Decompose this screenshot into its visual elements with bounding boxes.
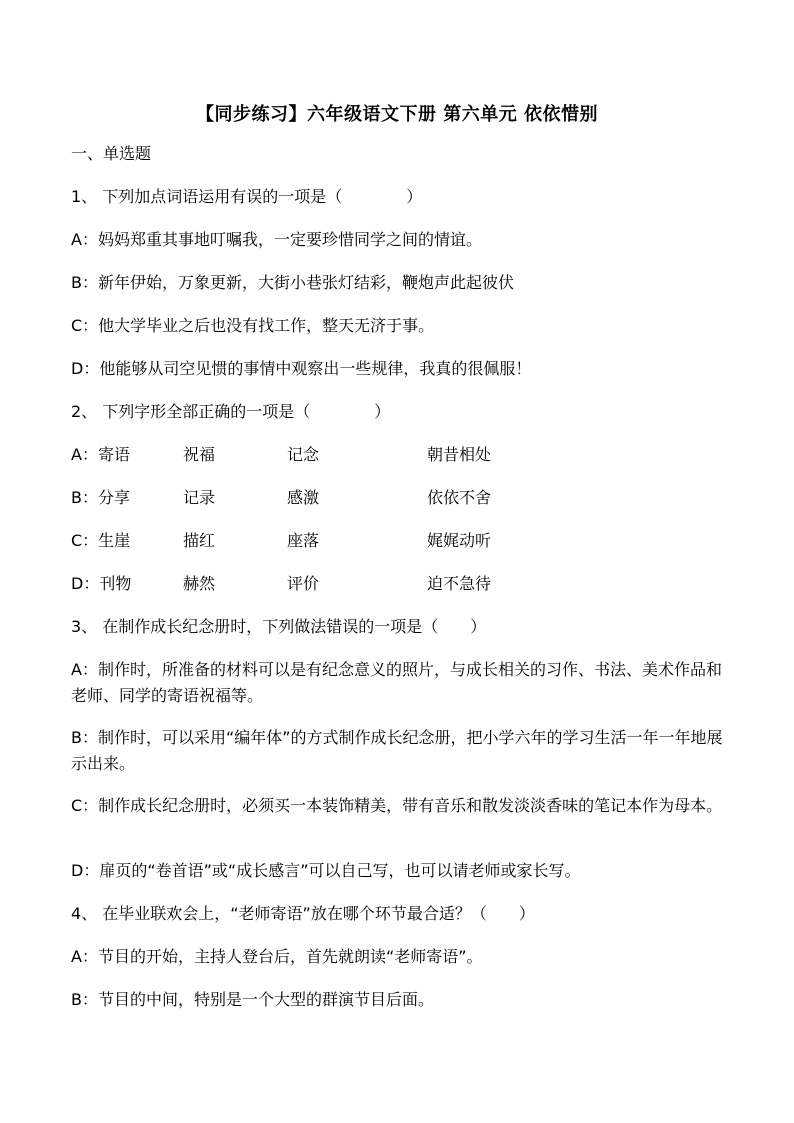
question-1-option-c: C：他大学毕业之后也没有找工作，整天无济于事。 xyxy=(71,316,435,335)
question-1-option-b: B：新年伊始，万象更新，大街小巷张灯结彩，鞭炮声此起彼伏 xyxy=(71,273,514,292)
option-d-word-2: 赫然 xyxy=(183,574,216,593)
option-b-word-1: B：分享 xyxy=(71,488,130,507)
question-3-option-d: D：扉页的“卷首语”或“成长感言”可以自己写，也可以请老师或家长写。 xyxy=(71,861,581,880)
option-c-word-1: C：生崖 xyxy=(71,531,131,550)
option-a-word-4: 朝昔相处 xyxy=(427,445,492,464)
option-b-word-2: 记录 xyxy=(183,488,216,507)
question-3-option-a: A：制作时，所准备的材料可以是有纪念意义的照片，与成长相关的习作、书法、美术作品和老师、同学的寄语祝福等。 xyxy=(71,660,722,705)
option-d-word-1: D：刊物 xyxy=(71,574,132,593)
question-4-option-b: B：节目的中间，特别是一个大型的群演节目后面。 xyxy=(71,990,434,1009)
question-3-option-c: C：制作成长纪念册时，必须买一本装饰精美，带有音乐和散发淡淡香味的笔记本作为母本。 xyxy=(71,796,723,815)
question-4-stem: 4、 在毕业联欢会上，“老师寄语”放在哪个环节最合适？（ ） xyxy=(71,904,535,923)
section-heading: 一、单选题 xyxy=(71,144,152,163)
question-2-stem: 2、 下列字形全部正确的一项是（ ） xyxy=(71,402,391,421)
page-title: 【同步练习】六年级语文下册 第六单元 依依惜别 xyxy=(195,104,599,125)
option-a-word-1: A：寄语 xyxy=(71,445,130,464)
option-d-word-3: 评价 xyxy=(287,574,320,593)
option-c-word-2: 描红 xyxy=(183,531,216,550)
question-1-option-a: A：妈妈郑重其事地叮嘱我，一定要珍惜同学之间的情谊。 xyxy=(71,230,482,249)
option-b-word-3: 感激 xyxy=(287,488,320,507)
option-c-word-3: 座落 xyxy=(287,531,320,550)
option-d-word-4: 迫不急待 xyxy=(427,574,492,593)
question-3-option-b: B：制作时，可以采用“编年体”的方式制作成长纪念册，把小学六年的学习生活一年一年地展示出来。 xyxy=(71,728,723,773)
question-4-option-a: A：节目的开始，主持人登台后，首先就朗读“老师寄语”。 xyxy=(71,947,483,966)
option-c-word-4: 娓娓动听 xyxy=(427,531,492,550)
question-1-stem: 1、 下列加点词语运用有误的一项是（ ） xyxy=(71,187,423,206)
option-a-word-2: 祝福 xyxy=(183,445,216,464)
question-3-stem: 3、 在制作成长纪念册时，下列做法错误的一项是（ ） xyxy=(71,617,487,636)
option-a-word-3: 记念 xyxy=(287,445,320,464)
option-b-word-4: 依依不舍 xyxy=(427,488,492,507)
question-1-option-d: D：他能够从司空见惯的事情中观察出一些规律，我真的很佩服！ xyxy=(71,359,532,378)
